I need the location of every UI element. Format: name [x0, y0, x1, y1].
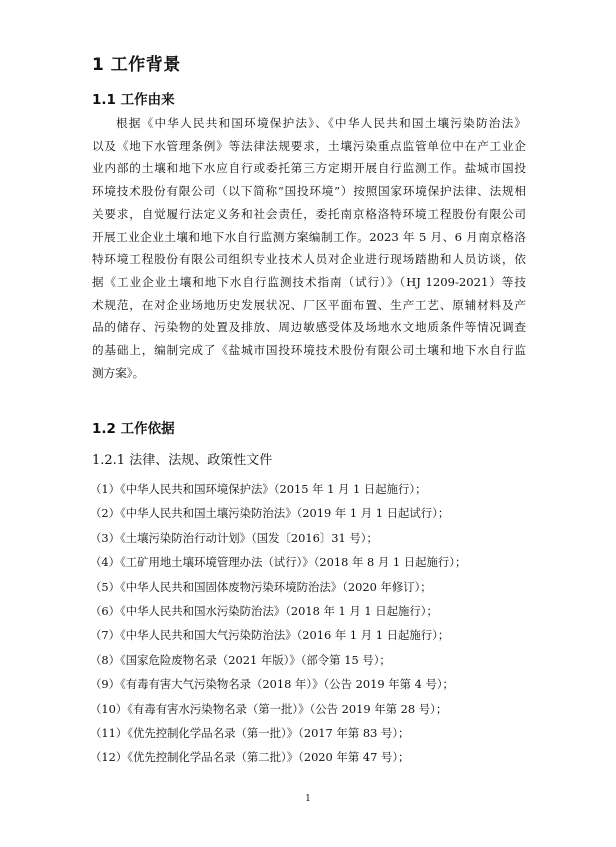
- list-item: （8）《国家危险废物名录（2021 年版）》（部令第 15 号）；: [90, 652, 391, 667]
- list-item: （5）《中华人民共和国固体废物污染环境防治法》（2020 年修订）；: [90, 579, 432, 594]
- paragraph-line: 关要求，自觉履行法定义务和社会责任，委托南京格洛特环境工程股份有限公司: [92, 206, 526, 221]
- list-item: （4）《工矿用地土壤环境管理办法（试行）》（2018 年 8 月 1 日起施行）；: [90, 555, 467, 570]
- heading-work-background: 1 工作背景: [92, 55, 181, 75]
- heading-laws-regulations: 1.2.1 法律、法规、政策性文件: [92, 453, 273, 468]
- heading-work-basis: 1.2 工作依据: [92, 421, 175, 437]
- list-item: （2）《中华人民共和国土壤污染防治法》（2019 年 1 月 1 日起试行）；: [90, 506, 450, 521]
- paragraph-line: 业内部的土壤和地下水应自行或委托第三方定期开展自行监测工作。盐城市国投: [92, 161, 526, 176]
- list-item: （1）《中华人民共和国环境保护法》（2015 年 1 月 1 日起施行）；: [90, 482, 427, 496]
- paragraph-line: 据《工业企业土壤和地下水自行监测技术指南（试行）》（HJ 1209-2021）等技: [92, 274, 526, 289]
- page-number: 1: [305, 794, 311, 804]
- list-item: （7）《中华人民共和国大气污染防治法》（2016 年 1 月 1 日起施行）；: [90, 628, 450, 643]
- paragraph-line: 测方案》。: [92, 365, 145, 380]
- list-item: （10）《有毒有害水污染物名录（第一批）》（公告 2019 年第 28 号）；: [90, 701, 448, 716]
- list-item: （6）《中华人民共和国水污染防治法》（2018 年 1 月 1 日起施行）；: [90, 604, 438, 619]
- paragraph-line: 环境技术股份有限公司（以下简称“国投环境”）按照国家环境保护法律、法规相: [92, 184, 526, 199]
- paragraph-line: 的基础上，编制完成了《盐城市国投环境技术股份有限公司土壤和地下水自行监: [92, 343, 526, 358]
- laws-list: [90, 477, 466, 770]
- paragraph-line: 品的储存、污染物的处置及排放、周边敏感受体及场地水文地质条件等情况调查: [92, 320, 526, 335]
- paragraph-line: 开展工业企业土壤和地下水自行监测方案编制工作。2023 年 5 月、6 月南京格洛: [92, 229, 526, 244]
- list-item: （3）《土壤污染防治行动计划》（国发〔2016〕31 号）；: [90, 530, 378, 545]
- paragraph-line: 根据《中华人民共和国环境保护法》、《中华人民共和国土壤污染防治法》: [116, 116, 526, 130]
- list-item: （9）《有毒有害大气污染物名录（2018 年）》（公告 2019 年第 4 号）；: [90, 677, 454, 692]
- paragraph-work-origin: [92, 112, 526, 384]
- heading-work-origin: 1.1 工作由来: [92, 92, 175, 108]
- paragraph-line: 术规范，在对企业场地历史发展状况、厂区平面布置、生产工艺、原辅材料及产: [92, 297, 526, 312]
- paragraph-line: 特环境工程股份有限公司组织专业技术人员对企业进行现场踏勘和人员访谈，依: [92, 252, 526, 267]
- list-item: （11）《优先控制化学品名录（第一批）》（2017 年第 83 号）；: [90, 726, 410, 741]
- list-item: （12）《优先控制化学品名录（第二批）》（2020 年第 47 号）；: [90, 750, 410, 765]
- paragraph-line: 以及《地下水管理条例》等法律法规要求，土壤污染重点监管单位中在产工业企: [92, 138, 526, 153]
